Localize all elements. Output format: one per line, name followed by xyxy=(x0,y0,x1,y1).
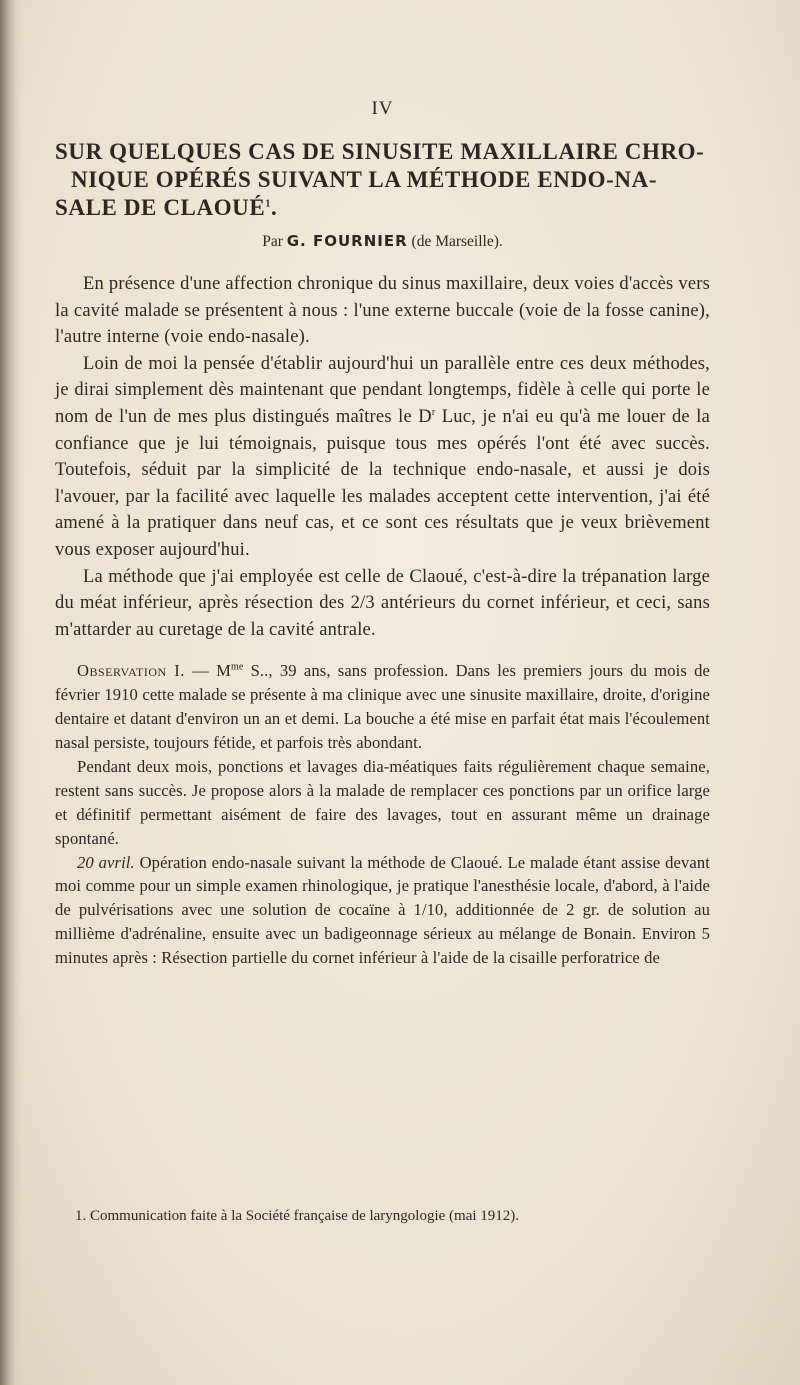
paragraph-1: En présence d'une affection chronique du sinus maxillaire, deux voies d'accès vers la cavité malade se présentent à nous : l'une externe buccale (voie de la fosse canine), l'autre interne (voie endo-nasale). xyxy=(55,274,710,348)
footnote xyxy=(75,1208,715,1225)
observation-1 xyxy=(55,659,710,970)
body-text xyxy=(55,271,710,643)
byline xyxy=(55,232,710,251)
doctor-superscript: r xyxy=(431,406,436,418)
author-name: G. FOURNIER xyxy=(286,232,408,250)
observation-paragraph-1 xyxy=(55,659,710,755)
title-line-3-end: . xyxy=(270,195,278,220)
paragraph-2-part-a: Loin de moi la pensée d'établir aujourd'hui un parallèle entre ces deux méthodes, je dirai simplement dès maintenant que pendant longtemps, fidèle à celle qui porte le nom de l'un de mes plus distingués maîtres le D xyxy=(55,353,710,427)
paragraph-3: La méthode que j'ai employée est celle de Claoué, c'est-à-dire la trépanation large du méat inférieur, après résection des 2/3 antérieurs du cornet inférieur, et ceci, sans m'attarder au curetage de la cavité antrale. xyxy=(55,566,710,640)
footnote-number: 1. xyxy=(75,1208,87,1224)
paragraph-2 xyxy=(55,351,710,564)
observation-dash: — M xyxy=(184,661,231,681)
byline-prefix: Par xyxy=(262,233,283,250)
title-line-1: SUR QUELQUES CAS DE SINUSITE MAXILLAIRE CHRO- xyxy=(55,139,705,164)
observation-text-3: Opération endo-nasale suivant la méthode de Claoué. Le malade étant assise devant moi comme pour un simple examen rhinologique, je pratique l'anesthésie locale, d'abord, à l'aide de pulvérisations avec une solution de cocaïne à 1/10, additionnée de 2 gr. de solution au millième d'adrénaline, ensuite avec un badigeonnage sérieux au mélange de Bonain. Environ 5 minutes après : Résection partielle du cornet inférieur à l'aide de la cisaille perforatrice de xyxy=(55,852,710,968)
chapter-number: IV xyxy=(371,98,394,119)
title-line-3-text: SALE DE CLAOUÉ xyxy=(55,195,266,220)
observation-label: Observation I. xyxy=(77,661,185,681)
observation-paragraph-2: Pendant deux mois, ponctions et lavages dia-méatiques faits régulièrement chaque semaine, restent sans succès. Je propose alors à la malade de remplacer ces ponctions par un orifice large et définitif permettant aisément de faire des lavages, tout en assurant même un drainage spontané. xyxy=(55,756,710,848)
footnote-text: Communication faite à la Société française de laryngologie (mai 1912). xyxy=(90,1208,520,1224)
title-line-2: NIQUE OPÉRÉS SUIVANT LA MÉTHODE ENDO-NA- xyxy=(71,167,658,192)
observation-paragraph-3 xyxy=(55,851,710,971)
article-title xyxy=(55,138,710,222)
observation-text-1: S.., 39 ans, sans profession. Dans les premiers jours du mois de février 1910 cette malade se présente à ma clinique avec une sinusite maxillaire, droite, d'origine dentaire et datant d'environ un an et demi. La bouche a été mise en parfait état mais l'écoulement nasal persiste, toujours fétide, et parfois très abondant. xyxy=(55,661,711,753)
author-affiliation: (de Marseille). xyxy=(411,233,503,250)
operation-date: 20 avril. xyxy=(77,852,135,872)
madame-superscript: me xyxy=(230,661,244,673)
paragraph-2-part-b: Luc, je n'ai eu qu'à me louer de la confiance que je lui témoignais, puisque tous mes opérés l'ont été avec succès. Toutefois, séduit par la simplicité de la technique endo-nasale, et aussi je dois l'avouer, par la facilité avec laquelle les malades acceptent cette intervention, j'ai été amené à la pratiquer dans neuf cas, et ce sont ces résultats que je veux brièvement vous exposer aujourd'hui. xyxy=(55,406,710,560)
title-line-3 xyxy=(55,194,710,222)
book-binding-shadow xyxy=(0,0,22,1385)
page-content xyxy=(55,98,710,970)
title-footnote-mark: 1 xyxy=(265,198,271,210)
